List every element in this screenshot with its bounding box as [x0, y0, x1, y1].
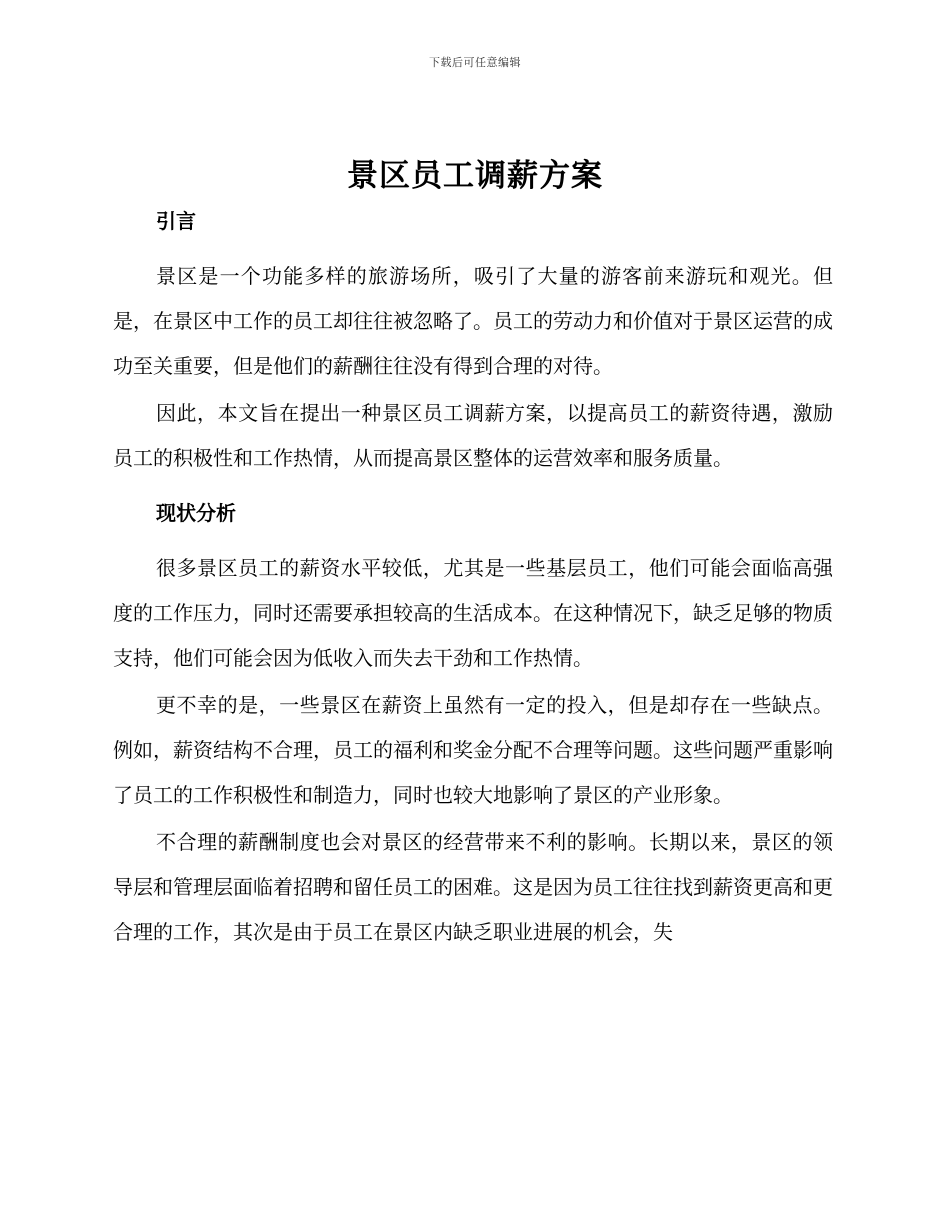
paragraph: 更不幸的是，一些景区在薪资上虽然有一定的投入，但是却存在一些缺点。例如，薪资结构不合理，员工的福利和奖金分配不合理等问题。这些问题严重影响了员工的工作积极性和制造力，同时也较大地影响了景区的产业形象。 — [113, 693, 833, 807]
section-heading-status-analysis: 现状分析 — [156, 501, 236, 525]
header-note: 下载后可任意编辑 — [429, 56, 521, 69]
document-body — [113, 203, 833, 955]
paragraph: 不合理的薪酬制度也会对景区的经营带来不利的影响。长期以来，景区的领导层和管理层面临着招聘和留任员工的困难。这是因为员工往往找到薪资更高和更合理的工作，其次是由于员工在景区内缺乏职业进展的机会，失 — [113, 830, 833, 944]
paragraph: 景区是一个功能多样的旅游场所，吸引了大量的游客前来游玩和观光。但是，在景区中工作的员工却往往被忽略了。员工的劳动力和价值对于景区运营的成功至关重要，但是他们的薪酬往往没有得到合理的对待。 — [113, 264, 833, 378]
paragraph: 因此，本文旨在提出一种景区员工调薪方案，以提高员工的薪资待遇，激励员工的积极性和工作热情，从而提高景区整体的运营效率和服务质量。 — [113, 401, 833, 470]
document-title: 景区员工调薪方案 — [347, 158, 603, 194]
section-heading-intro: 引言 — [156, 209, 196, 233]
paragraph: 很多景区员工的薪资水平较低，尤其是一些基层员工，他们可能会面临高强度的工作压力，同时还需要承担较高的生活成本。在这种情况下，缺乏足够的物质支持，他们可能会因为低收入而失去干劲和工作热情。 — [113, 556, 833, 670]
